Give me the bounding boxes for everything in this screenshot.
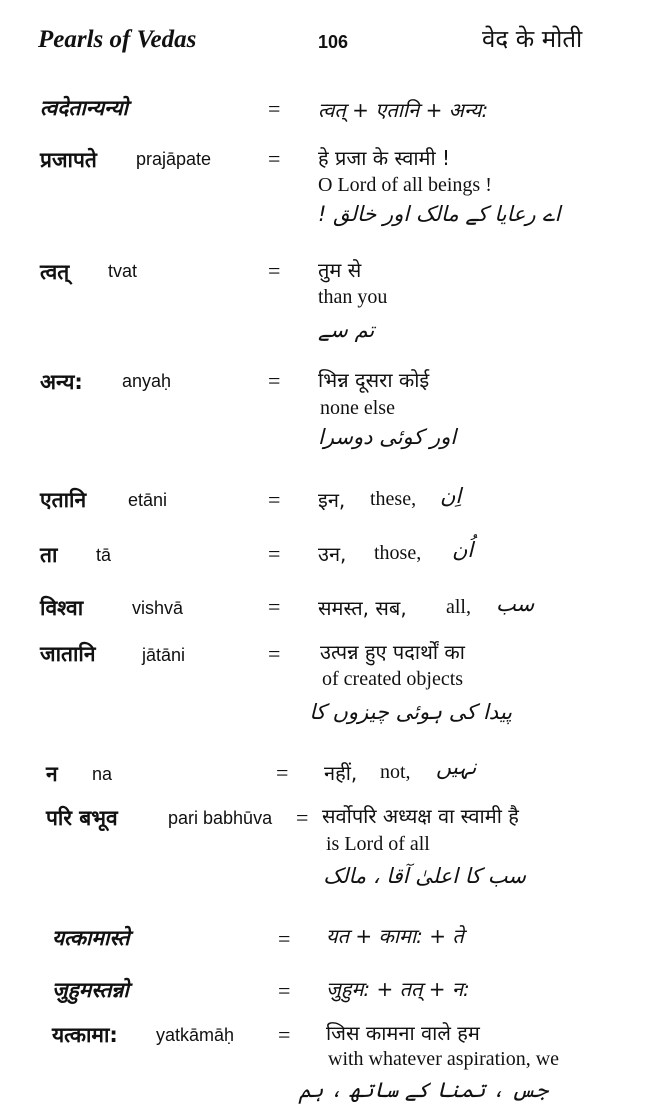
entry-word: जुहुमस्तन्नो <box>52 978 129 1002</box>
meaning-hindi: नहीं, <box>324 761 358 785</box>
entry-transliteration: vishvā <box>132 598 184 618</box>
equals-sign: = <box>268 641 281 666</box>
running-title-english: Pearls of Vedas <box>38 26 197 53</box>
meaning-english: than you <box>318 286 388 308</box>
entry-word: प्रजापते <box>40 148 97 172</box>
meaning-urdu: تم سے <box>318 318 375 342</box>
meaning-hindi: इन, <box>318 488 346 512</box>
equals-sign: = <box>278 926 291 951</box>
meaning-hindi: समस्त, सब, <box>318 596 407 620</box>
entry-transliteration: anyaḥ <box>122 371 172 391</box>
meaning-english: is Lord of all <box>326 833 430 855</box>
entry-transliteration: na <box>92 764 113 784</box>
equals-sign: = <box>278 1022 291 1047</box>
meaning-hindi: सर्वोपरि अध्यक्ष वा स्वामी है <box>322 804 519 828</box>
equals-sign: = <box>276 760 289 785</box>
meaning-english: O Lord of all beings ! <box>318 174 492 196</box>
meaning-hindi: भिन्न दूसरा कोई <box>318 368 430 392</box>
entry-transliteration: etāni <box>128 490 168 510</box>
meaning-urdu: اور کوئی دوسرا <box>318 425 457 449</box>
equals-sign: = <box>296 805 309 830</box>
equals-sign: = <box>268 146 281 171</box>
meaning-urdu: اُن <box>452 538 474 562</box>
meaning-english: of created objects <box>322 668 464 690</box>
meaning-hindi: हे प्रजा के स्वामी ! <box>318 146 451 170</box>
equals-sign: = <box>268 541 281 566</box>
meaning-hindi: जिस कामना वाले हम <box>326 1021 480 1045</box>
entry-word: न <box>46 762 58 786</box>
entry-word: अन्य: <box>40 370 83 394</box>
equals-sign: = <box>268 368 281 393</box>
meaning-urdu: پیدا کی ہوئی چیزوں کا <box>309 700 512 724</box>
meaning-urdu: نہیں <box>436 755 477 779</box>
entry-split: जुहुम: + तत् + न: <box>326 977 470 1001</box>
entry-word: ता <box>40 543 58 567</box>
equals-sign: = <box>268 594 281 619</box>
entry-word: एतानि <box>40 488 87 512</box>
entry-word: विश्वा <box>40 596 84 620</box>
entry-word: यत्कामा: <box>52 1023 118 1047</box>
meaning-english: with whatever aspiration, we <box>328 1048 560 1070</box>
meaning-hindi: तुम से <box>318 258 362 282</box>
entry-word: त्वत् <box>40 260 70 284</box>
entry-transliteration: tvat <box>108 261 138 281</box>
equals-sign: = <box>268 487 281 512</box>
meaning-urdu: جس ، تمنا کے ساتھ ، ہم <box>298 1078 548 1102</box>
meaning-hindi: उत्पन्न हुए पदार्थों का <box>320 640 465 664</box>
equals-sign: = <box>278 978 291 1003</box>
entry-split: त्वत् + एतानि + अन्य: <box>318 98 489 122</box>
entry-transliteration: prajāpate <box>136 149 212 169</box>
page-number: 106 <box>318 32 349 52</box>
meaning-urdu: اِن <box>440 484 462 508</box>
meaning-urdu: سب کا اعلیٰ آقا ، مالک <box>323 864 526 888</box>
meaning-english: none else <box>320 397 395 419</box>
meaning-english: not, <box>380 761 411 783</box>
meaning-urdu: سب <box>496 592 535 616</box>
meaning-hindi: उन, <box>318 542 347 566</box>
meaning-english: these, <box>370 488 417 510</box>
entry-word: परि बभूव <box>46 806 118 830</box>
entry-transliteration: pari babhūva <box>168 808 273 828</box>
meaning-english: those, <box>374 542 422 564</box>
entry-word: त्वदेतान्यन्यो <box>40 96 128 120</box>
entry-split: यत + कामा: + ते <box>326 924 464 948</box>
entry-word: यत्कामास्ते <box>52 926 130 950</box>
equals-sign: = <box>268 96 281 121</box>
meaning-urdu: اے رعایا کے مالک اور خالق ! <box>318 202 561 226</box>
equals-sign: = <box>268 258 281 283</box>
entry-transliteration: tā <box>96 545 112 565</box>
running-title-hindi: वेद के मोती <box>482 25 583 53</box>
entry-word: जातानि <box>40 642 96 666</box>
meaning-english: all, <box>446 596 471 618</box>
entry-transliteration: yatkāmāḥ <box>156 1025 235 1045</box>
entry-transliteration: jātāni <box>142 645 186 665</box>
